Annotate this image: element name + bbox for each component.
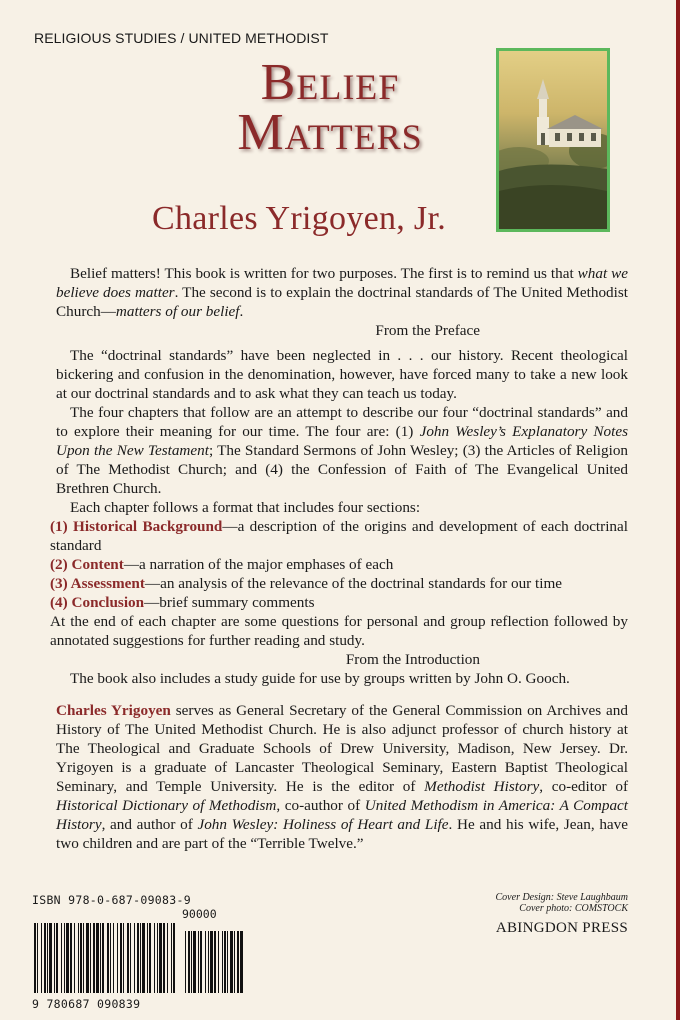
publisher-name: ABINGDON PRESS	[495, 920, 628, 936]
bio-text: serves as General Secretary of the General Commission on Archives and History of The United Methodist Church. He is also adjunct professor of church history at The Theological and Graduate Schools of Drew University, Madison, New Jersey. Dr. Yrigoyen is a graduate of Lancaster Theological Seminary, Eastern Baptist Theological Seminary, and Temple University. He is the editor of	[56, 702, 628, 795]
cover-design-credit: Cover Design: Steve Laughbaum	[495, 892, 628, 903]
bio-emphasis: Methodist History	[424, 778, 540, 795]
cover-credits	[496, 892, 628, 914]
section-text: —an analysis of the relevance of the doctrinal standards for our time	[144, 575, 563, 592]
author-name: Charles Yrigoyen, Jr.	[152, 200, 446, 237]
bio-text: , and author of	[101, 816, 198, 833]
preface-emphasis-2: matters of our belief	[115, 303, 240, 320]
isbn-text: ISBN 978-0-687-09083-9	[32, 893, 191, 907]
intro-source: From the Introduction	[345, 651, 480, 668]
cover-thumbnail	[496, 48, 610, 232]
section-item	[50, 517, 628, 555]
intro-paragraph-2	[56, 403, 628, 498]
title-line-1: Belief	[260, 54, 400, 111]
preface-paragraph	[56, 264, 628, 321]
bio-text: . He and his wife, Jean, have two children and are part of the “Terrible Twelve.”	[56, 816, 628, 852]
bio-name: Charles Yrigoyen	[56, 702, 171, 719]
section-item	[50, 555, 628, 574]
section-text: —a description of the origins and development of each doctrinal standard	[50, 518, 628, 554]
price-code: 90000	[182, 907, 217, 921]
series-label: RELIGIOUS STUDIES / UNITED METHODIST	[34, 30, 329, 46]
bio-emphasis: John Wesley: Holiness of Heart and Life	[197, 816, 449, 833]
author-bio	[56, 701, 628, 853]
intro-emphasis: John Wesley’s Explanatory Notes Upon the New Testament	[56, 423, 628, 459]
bio-text: , co-editor of	[539, 778, 629, 795]
title-line-2: Matters	[237, 104, 423, 161]
church-illustration	[499, 51, 607, 229]
section-label: (1) Historical Background	[50, 518, 223, 535]
section-label: (3) Assessment	[50, 575, 145, 592]
right-edge-stripe	[676, 0, 680, 1020]
section-item	[50, 574, 628, 593]
barcode-number: 9 780687 090839	[32, 997, 141, 1011]
barcode-area	[32, 893, 247, 1013]
preface-text-2: . The second is to explain the doctrinal standards of The United Methodist Church—	[56, 284, 628, 320]
barcode-icon	[32, 923, 244, 995]
section-item	[50, 593, 628, 612]
preface-emphasis-1: what we believe does matter	[56, 265, 628, 301]
preface-text-1: Belief matters! This book is written for two purposes. The first is to remind us that	[70, 265, 578, 282]
section-label: (4) Conclusion	[50, 594, 145, 611]
study-guide-block	[56, 669, 628, 688]
bio-paragraph	[56, 701, 628, 853]
intro-paragraph-3: Each chapter follows a format that includes four sections:	[70, 499, 421, 516]
section-text: —brief summary comments	[144, 594, 315, 611]
preface-text-3: .	[239, 303, 244, 320]
intro-text-1: The four chapters that follow are an attempt to describe our four “doctrinal standards” and to explore their meaning for our time. The four are: (1)	[56, 404, 628, 440]
section-label: (2) Content	[50, 556, 124, 573]
intro-paragraph-4: At the end of each chapter are some questions for personal and group reflection followed by annotated suggestions for further reading and study.	[50, 613, 628, 649]
preface-source: From the Preface	[375, 322, 480, 339]
introduction-block	[50, 346, 629, 669]
bio-text: , co-author of	[276, 797, 365, 814]
bio-emphasis: Historical Dictionary of Methodism	[56, 797, 277, 814]
intro-text-2: ; The Standard Sermons of John Wesley; (3) the Articles of Religion of The Methodist Church; and (4) the Confession of Faith of The Evangelical United Brethren Church.	[56, 442, 629, 497]
book-title	[190, 54, 470, 161]
section-text: —a narration of the major emphases of each	[123, 556, 394, 573]
intro-paragraph-1: The “doctrinal standards” have been neglected in . . . our history. Recent theological bickering and confusion in the denomination, however, have forced many to take a new look at our doctrinal standards and to ask what they can teach us today.	[56, 347, 628, 402]
bio-emphasis: United Methodism in America: A Compact History	[56, 797, 629, 833]
cover-photo-credit: Cover photo: COMSTOCK	[519, 903, 628, 914]
study-guide-note: The book also includes a study guide for use by groups written by John O. Gooch.	[70, 670, 570, 687]
preface-block	[56, 264, 628, 340]
